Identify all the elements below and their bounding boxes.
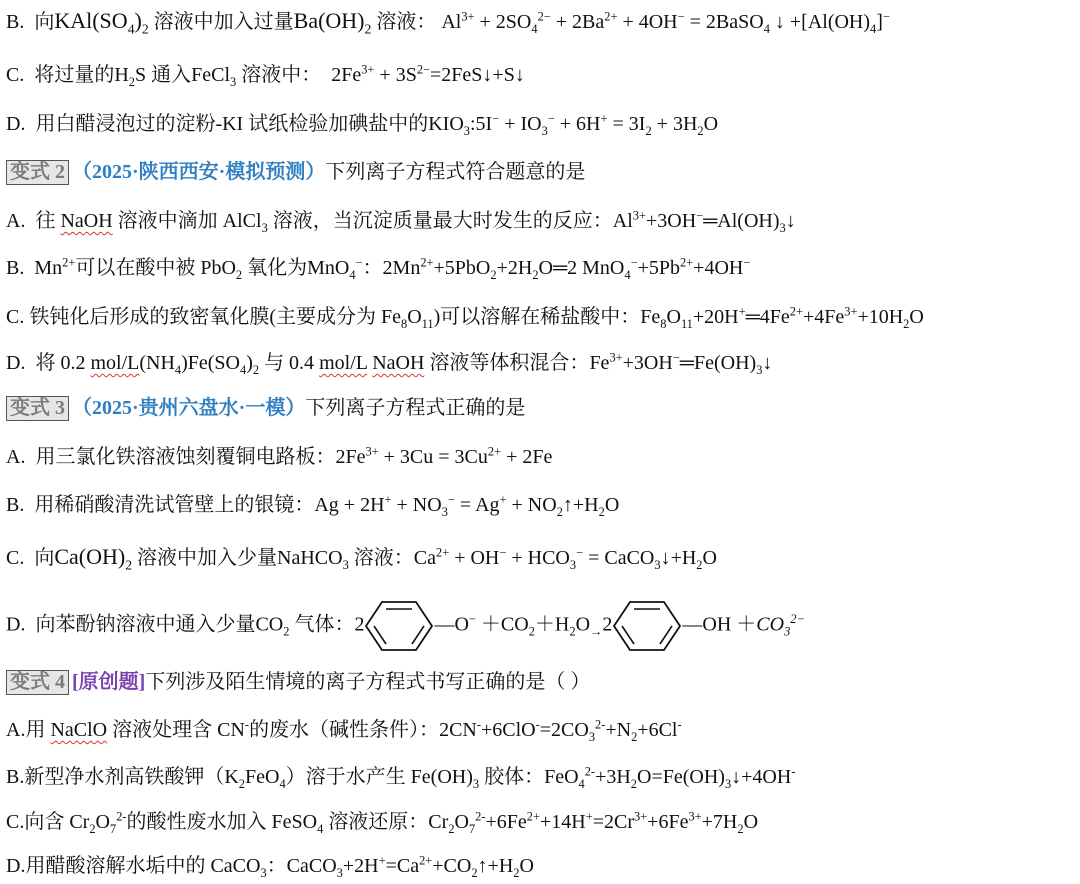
variant3-option-b: B. 用稀硝酸清洗试管壁上的银镜：$Ag + 2H^+ + NO_3^- = Ag^+$ + $NO_2↑+H_2O$ — [6, 492, 620, 519]
variant4-option-c: C.向含 $Cr_2O_7^{2-}$的酸性废水加入 FeSO$_4$ 溶液还原：$Cr_2O_7^{2-}+6Fe^{2+}+14H^+=2Cr^{3+}+6Fe^{3+}+7H_2O$ — [6, 809, 759, 836]
variant3-tag: 变式 3 — [6, 396, 69, 421]
variant2-question: 下列离子方程式符合题意的是 — [325, 161, 586, 183]
variant4-option-d: D.用醋酸溶解水垢中的 CaCO$_3$：$CaCO_3+2H^+=Ca^{2+}+CO_2↑+H_2O$ — [6, 853, 534, 880]
benzene-ring-icon — [364, 598, 434, 654]
variant3-option-a: A. 用三氯化铁溶液蚀刻覆铜电路板：$2Fe^{3+} + 3Cu = 3Cu^{2+} + 2Fe$ — [6, 444, 553, 468]
variant4-source: [原创题] — [72, 671, 146, 693]
variant3-option-d: D. 向苯酚钠溶液中通入少量$CO_2$ 气体：2 —O− $+CO_2+H_2O_\to 2$ —OH $+CO_3^{2-}$ — [6, 598, 805, 654]
variant2-heading — [6, 160, 585, 185]
benzene-ring-icon — [612, 598, 682, 654]
block1-option-d: D. 用白醋浸泡过的淀粉-KI 试纸检验加碘盐中的$KIO_3:5I^- + IO_3^- + 6H^+ = 3I_2 + 3H_2O$ — [6, 111, 719, 138]
variant3-source: （2025·贵州六盘水·一模） — [72, 397, 306, 419]
variant4-option-b: B.新型净水剂高铁酸钾$(K_2FeO_4)$溶于水产生 $Fe(OH)_3$ 胶体：$FeO_4^{2-}+3H_2O=Fe(OH)_3↓+4OH^-$ — [6, 764, 796, 791]
variant3-option-c: C. 向$Ca(OH)_2$ 溶液中加入少量NaHCO$_3$ 溶液：$Ca^{2+} + OH^- + HCO_3^-$ = $CaCO_3↓+H_2O$ — [6, 544, 717, 573]
variant2-option-b: B. $Mn^{2+}$可以在酸中被 PbO$_2$ 氧化为MnO$_4$−：$2Mn^{2+}+5PbO_2+2H_2O═2$ $MnO_4^-+5Pb^{2+}+4OH^-$ — [6, 255, 751, 282]
variant3-question: 下列离子方程式正确的是 — [305, 397, 526, 419]
variant2-tag: 变式 2 — [6, 160, 69, 185]
block1-option-c: C. 将过量的$H_2S$ 通入FeCl$_3$ 溶液中： $2Fe^{3+}$ + $3S^{2-}=2FeS↓+S↓$ — [6, 62, 525, 89]
variant3-heading — [6, 396, 525, 421]
variant2-option-d: D. 将 0.2 mol/$L(NH_4)Fe(SO_4)_2$ 与 0.4 mol/L NaOH 溶液等体积混合：$Fe^{3+}+3OH^-═Fe(OH)_3↓$ — [6, 350, 773, 377]
variant4-tag: 变式 4 — [6, 670, 69, 695]
variant2-option-c: C. 铁钝化后形成的致密氧化膜(主要成分为 $Fe_8O_{11}$)可以溶解在稀盐酸中：$Fe_8O_{11}+20H^+═4Fe^{2+}+4Fe^{3+}+10H_2O$ — [6, 304, 924, 331]
variant4-heading — [6, 670, 590, 695]
variant2-source: （2025·陕西西安·模拟预测） — [72, 161, 326, 183]
variant4-question: 下列涉及陌生情境的离子方程式书写正确的是（ ） — [145, 671, 591, 693]
variant4-option-a: A.用 NaClO 溶液处理含 CN-的废水（碱性条件）：$2CN^-+6ClO^-=2CO_3^{2-}+N_2+6Cl^-$ — [6, 717, 682, 744]
variant2-option-a: A. 往 NaOH 溶液中滴加 AlCl$_3$ 溶液，当沉淀质量最大时发生的反应：$Al^{3+}+3OH^-═Al(OH)_3↓$ — [6, 208, 796, 235]
block1-option-b: B. 向$KAl(SO_4)_2$ 溶液中加入过量$Ba(OH)_2$ 溶液： $Al^{3+} + 2SO_4^{2-} + 2Ba^{2+} + 4OH^-$ = 2BaSO$_4$ ↓ $+[Al(OH)_4]^-$ — [6, 8, 890, 37]
